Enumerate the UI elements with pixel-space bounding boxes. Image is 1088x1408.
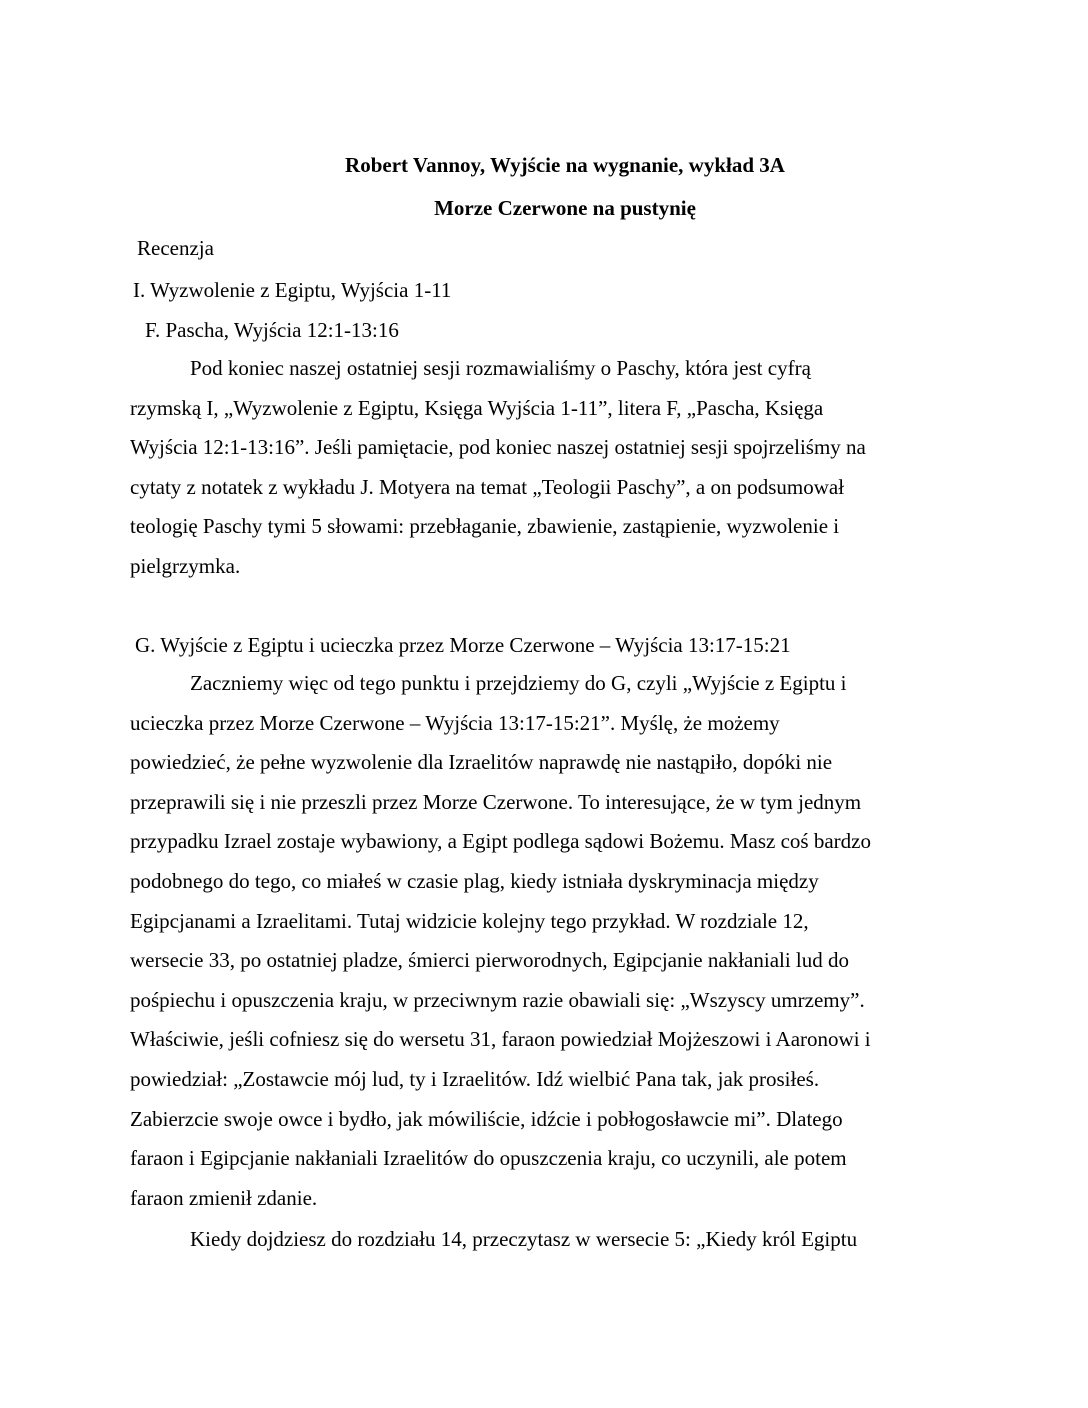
- text-line: Zabierzcie swoje owce i bydło, jak mówiliście, idźcie i pobłogosławcie mi”. Dlatego: [130, 1106, 843, 1131]
- document-subtitle: Morze Czerwone na pustynię: [434, 196, 696, 220]
- text-line: Kiedy dojdziesz do rozdziału 14, przeczytasz w wersecie 5: „Kiedy król Egiptu: [190, 1227, 858, 1251]
- outline-item-i: I. Wyzwolenie z Egiptu, Wyjścia 1-11: [133, 278, 452, 302]
- text-line: teologię Paschy tymi 5 słowami: przebłaganie, zbawienie, zastąpienie, wyzwolenie i: [130, 514, 840, 539]
- text-line: rzymską I, „Wyzwolenie z Egiptu, Księga Wyjścia 1-11”, litera F, „Pascha, Księga: [130, 395, 824, 420]
- text-line: przypadku Izrael zostaje wybawiony, a Egipt podlega sądowi Bożemu. Masz coś bardzo: [130, 829, 871, 854]
- text-line: pielgrzymka.: [130, 553, 241, 578]
- text-line: przeprawili się i nie przeszli przez Morze Czerwone. To interesujące, że w tym jednym: [130, 789, 862, 814]
- text-line: Pod koniec naszej ostatniej sesji rozmawialiśmy o Paschy, która jest cyfrą: [190, 356, 811, 380]
- outline-item-f: F. Pascha, Wyjścia 12:1-13:16: [145, 318, 399, 342]
- outline-item-g: G. Wyjście z Egiptu i ucieczka przez Morze Czerwone – Wyjścia 13:17-15:21: [135, 633, 791, 657]
- paragraph-2: [130, 664, 871, 1218]
- document-title: Robert Vannoy, Wyjście na wygnanie, wykład 3A: [345, 153, 785, 177]
- text-line: ucieczka przez Morze Czerwone – Wyjścia 13:17-15:21”. Myślę, że możemy: [130, 710, 780, 735]
- text-line: Wyjścia 12:1-13:16”. Jeśli pamiętacie, pod koniec naszej ostatniej sesji spojrzeliśmy na: [130, 435, 866, 460]
- paragraph-3: [130, 1220, 857, 1260]
- text-line: powiedział: „Zostawcie mój lud, ty i Izraelitów. Idź wielbić Pana tak, jak prosiłeś.: [130, 1066, 820, 1091]
- text-line: Egipcjanami a Izraelitami. Tutaj widzicie kolejny tego przykład. W rozdziale 12,: [130, 908, 809, 933]
- text-line: faraon zmienił zdanie.: [130, 1185, 318, 1210]
- text-line: pośpiechu i opuszczenia kraju, w przeciwnym razie obawiali się: „Wszyscy umrzemy”.: [130, 987, 865, 1012]
- text-line: powiedzieć, że pełne wyzwolenie dla Izraelitów naprawdę nie nastąpiło, dopóki nie: [130, 750, 833, 775]
- text-line: Właściwie, jeśli cofniesz się do wersetu 31, faraon powiedział Mojżeszowi i Aaronowi i: [130, 1027, 871, 1052]
- text-line: Zaczniemy więc od tego punktu i przejdziemy do G, czyli „Wyjście z Egiptu i: [190, 671, 847, 695]
- text-line: podobnego do tego, co miałeś w czasie plag, kiedy istniała dyskryminacja między: [130, 868, 819, 893]
- paragraph-1: [130, 349, 866, 587]
- text-line: cytaty z notatek z wykładu J. Motyera na temat „Teologii Paschy”, a on podsumował: [130, 474, 845, 499]
- text-line: wersecie 33, po ostatniej pladze, śmierci pierworodnych, Egipcjanie nakłaniali lud do: [130, 948, 850, 973]
- text-line: faraon i Egipcjanie nakłaniali Izraelitów do opuszczenia kraju, co uczynili, ale potem: [130, 1146, 847, 1171]
- review-heading: Recenzja: [137, 236, 214, 260]
